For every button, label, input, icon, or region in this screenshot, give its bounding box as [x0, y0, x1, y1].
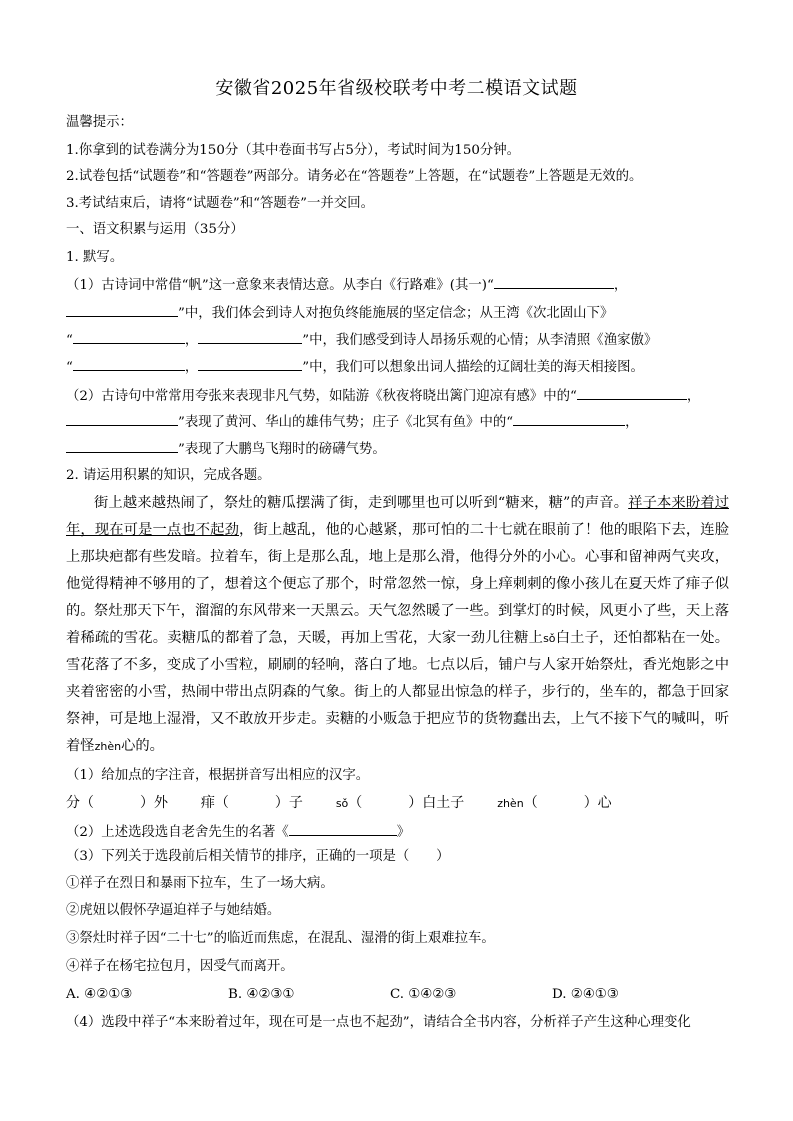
answer-blank[interactable]: [73, 356, 185, 371]
question-1-label: 1. 默写。: [66, 250, 124, 265]
q1-part1-line1: （1）古诗词中常借“帆”这一意象来表情达意。从李白《行路难》(其一)“ ，: [66, 274, 627, 296]
plot-item-2: ②虎妞以假怀孕逼迫祥子与她结婚。: [66, 903, 281, 918]
answer-blank[interactable]: [577, 385, 687, 400]
tip-item-3: 3.考试结束后，请将“试题卷”和“答题卷”一并交回。: [66, 196, 374, 211]
question-2-label: 2. 请运用积累的知识，完成各题。: [66, 468, 271, 483]
passage-paragraph-2: 祭灶那天下午，溜溜的东风带来一天黑云。天气忽然暖了一些。到掌灯的时候，风更小了些，天上落着稀疏的雪花。卖糖瓜的都着了急，天暖，再加上雪花，大家一劲儿往糖上sǒ白土子，还怕都粘在一处。雪花落了不多，变成了小雪粒，刷刷的轻响，落白了地。七点以后，铺户与人家开始祭灶，香光炮影之中夹着密密的小雪，热闹中带出点阴森的气象。街上的人都显出惊急的样子，步行的，坐车的，都急于回家祭神，可是地上湿滑，又不敢放开步走。卖糖的小贩急于把应节的货物蠢出去，上气不接下气的喊叫，听着怪zhèn心的。: [66, 603, 730, 754]
answer-blank[interactable]: [66, 411, 178, 426]
option-c[interactable]: C. ①④②③: [390, 987, 457, 1002]
sub-question-1: （1）给加点的字注音，根据拼音写出相应的汉字。: [66, 768, 370, 783]
q1-part1-line3: “ ， ”中，我们感受到诗人昂扬乐观的心情；从李清照《渔家傲》: [66, 329, 657, 351]
plot-item-4: ④祥子在杨宅拉包月，因受气而离开。: [66, 959, 294, 974]
pinyin-so: sǒ: [543, 632, 556, 645]
answer-blank[interactable]: [513, 411, 625, 426]
option-d[interactable]: D. ②④①③: [552, 987, 619, 1002]
option-a[interactable]: A. ④②①③: [66, 987, 133, 1002]
q1-part1-line2: ”中，我们体会到诗人对抱负终能施展的坚定信念；从王湾《次北固山下》: [66, 302, 613, 324]
answer-blank[interactable]: [73, 329, 185, 344]
q1-part2-line3: ”表现了大鹏鸟飞翔时的磅礴气势。: [66, 438, 386, 460]
sub-question-3: （3）下列关于选段前后相关情节的排序，正确的一项是（ ）: [66, 849, 450, 864]
sub-question-2: （2）上述选段选自老舍先生的名著《 》: [66, 821, 410, 843]
q1-part2-line1: （2）古诗句中常常用夸张来表现非凡气势，如陆游《秋夜将晓出篱门迎凉有感》中的“ ，: [66, 385, 700, 407]
option-b[interactable]: B. ④②③①: [228, 987, 295, 1002]
plot-item-1: ①祥子在烈日和暴雨下拉车，生了一场大病。: [66, 876, 334, 891]
tips-heading: 温馨提示：: [66, 115, 133, 130]
answer-blank[interactable]: [198, 356, 302, 371]
answer-blank[interactable]: [66, 302, 178, 317]
plot-item-3: ③祭灶时祥子因“二十七”的临近而焦虑，在混乱、湿滑的街上艰难拉车。: [66, 931, 495, 946]
page-title: 安徽省2025年省级校联考中考二模语文试题: [215, 78, 578, 99]
answer-blank[interactable]: [66, 438, 178, 453]
answer-blank[interactable]: [289, 821, 397, 836]
pinyin-zhen: zhèn: [94, 740, 122, 753]
passage-paragraph-1: 街上越来越热闹了，祭灶的糖瓜摆满了街，走到哪里也可以听到“糖来，糖”的声音。祥子本来盼着过年，现在可是一点也不起劲，街上越乱，他的心越紧，那可怕的二十七就在眼前了！他的眼陷下去，连脸上那块疤都有些发暗。拉着车，街上是那么乱，地上是那么滑，他得分外的小心。心事和留神两气夹攻，他觉得精神不够用的了，想着这个便忘了那个，时常忽然一惊，身上痒刺刺的像小孩儿在夏天炸了痱子似的。: [66, 495, 730, 619]
q1-part1-line4: “ ， ”中，我们可以想象出词人描绘的辽阔壮美的海天相接图。: [66, 356, 644, 378]
section-heading: 一、语文积累与运用（35分）: [66, 222, 244, 237]
choice-options: [66, 985, 714, 1005]
tip-item-1: 1.你拿到的试卷满分为150分（其中卷面书写占5分），考试时间为150分钟。: [66, 143, 521, 158]
pinyin-fill-row: 分（ ）外 痱（ ）子 sǒ（ ）白土子 zhèn（ ）心: [66, 795, 612, 811]
q1-part2-line2: ”表现了黄河、华山的雄伟气势；庄子《北冥有鱼》中的“ ，: [66, 411, 638, 433]
tip-item-2: 2.试卷包括“试题卷”和“答题卷”两部分。请务必在“答题卷”上答题，在“试题卷”上答题是无效的。: [66, 169, 643, 184]
sub-question-4: （4）选段中祥子“本来盼着过年，现在可是一点也不起劲”，请结合全书内容，分析祥子产生这种心理变化: [66, 1015, 691, 1030]
answer-blank[interactable]: [494, 274, 614, 289]
underlined-sentence: 祥子本来盼着过年，现在可是一点也不起劲: [66, 495, 729, 538]
answer-blank[interactable]: [198, 329, 302, 344]
